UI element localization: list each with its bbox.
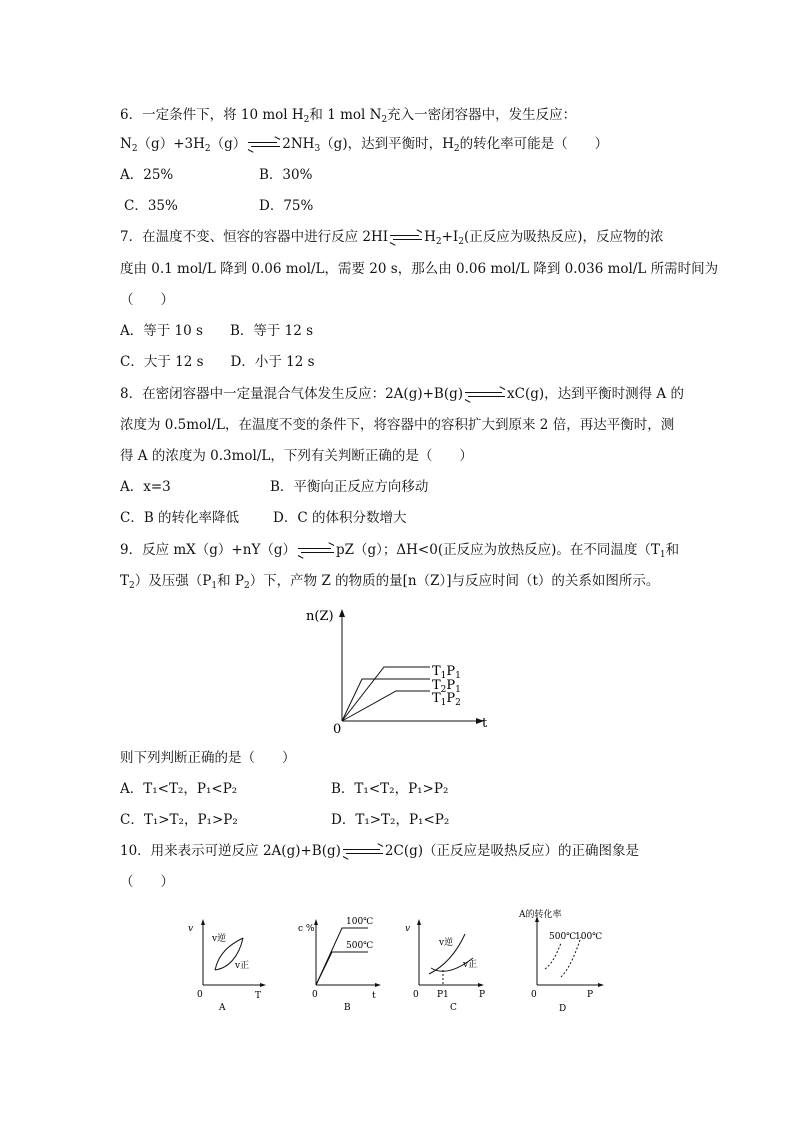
q6-stem-line1 (120, 106, 576, 124)
curve-label-2: v正 (235, 961, 250, 971)
equilibrium-arrow-icon (343, 847, 383, 857)
q8-stem-line3 (120, 447, 473, 465)
q10-text: 2C(g)（正反应是吸热反应）的正确图象是 (384, 843, 639, 859)
graph-caption: A (219, 1003, 226, 1013)
curve-t2p1 (342, 679, 430, 721)
legend-t1p2: $T_1P_2$ (432, 691, 461, 708)
q7-text: +I (441, 229, 459, 245)
q6-text: 6．一定条件下，将 10 mol H (120, 107, 304, 123)
q6-option-a[interactable] (120, 166, 173, 184)
origin-label: 0 (531, 990, 537, 1000)
subscript: 2 (243, 581, 250, 591)
q7-text: （ ） (120, 292, 174, 308)
q8-text: xC(g)，达到平衡时测得 A 的 (507, 386, 684, 402)
x-axis-arrow-icon (375, 983, 381, 987)
q10-graph-a (183, 912, 273, 1017)
x-axis-label: t (372, 991, 376, 1001)
q8-option-a[interactable] (120, 478, 171, 496)
subscript: 2 (453, 144, 460, 154)
x-axis-arrow-icon (260, 983, 266, 987)
q10-graph-d (515, 907, 610, 1017)
curve-100c (561, 937, 581, 977)
y-axis-arrow-icon (201, 919, 205, 925)
curve-500c (545, 943, 561, 969)
x-axis-label: P (479, 990, 486, 1000)
x-axis-arrow-icon (598, 983, 604, 987)
y-axis-label: A的转化率 (519, 910, 562, 920)
q6-text: 充入一密闭容器中，发生反应： (387, 107, 577, 123)
option-label: B．平衡向正反应方向移动 (270, 479, 429, 495)
q7-text: (正反应为吸热反应)，反应物的浓 (463, 229, 664, 245)
graph-caption: C (450, 1003, 457, 1013)
q6-option-b[interactable] (259, 166, 312, 184)
q9-text: pZ（g）；ΔH<0(正反应为放热反应)。在不同温度（T (336, 542, 660, 558)
option-label: C．T₁>T₂，P₁>P₂ (120, 812, 238, 828)
q9-text: T (120, 573, 130, 589)
curve-label-2: 500℃ (346, 941, 374, 951)
q9-text: 和 P (217, 573, 244, 589)
q9-option-b[interactable] (331, 780, 448, 798)
option-label: D．C 的体积分数增大 (273, 510, 407, 526)
q9-text: 和 (665, 542, 680, 558)
option-label: C．大于 12 s D．小于 12 s (120, 354, 315, 370)
option-label: C．B 的转化率降低 (120, 510, 240, 526)
q7-stem-line3 (120, 291, 174, 309)
subscript: 1 (659, 550, 666, 560)
subscript: 1 (211, 581, 218, 591)
option-label: B．T₁<T₂，P₁>P₂ (331, 781, 449, 797)
q7-text: H (424, 229, 436, 245)
q6-text: 2NH (282, 136, 315, 152)
q9-option-a[interactable] (120, 780, 237, 798)
curve-label-1: v逆 (212, 934, 227, 944)
subscript: 2 (303, 115, 310, 125)
y-axis-arrow-icon (339, 609, 345, 617)
y-axis-arrow-icon (314, 919, 318, 925)
q10-graph-b (298, 912, 388, 1017)
origin-label: 0 (197, 990, 203, 1000)
x-axis-label: t (482, 716, 488, 731)
q9-graph (300, 603, 500, 743)
equilibrium-arrow-icon (390, 233, 422, 243)
curve-label-2: 100℃ (575, 932, 603, 942)
q9-text: 则下列判断正确的是（ ） (120, 750, 296, 766)
q8-text: 8．在密闭容器中一定量混合气体发生反应：2A(g)+B(g) (120, 386, 464, 402)
subscript: 2 (435, 237, 442, 247)
graph-caption: B (344, 1003, 351, 1013)
curve-t1p2 (342, 691, 430, 721)
q8-option-c[interactable] (120, 509, 239, 527)
curve-label-1: 100℃ (346, 917, 374, 927)
q8-option-b[interactable] (270, 478, 428, 496)
q7-stem-line1 (120, 228, 664, 246)
y-axis-label: v (405, 924, 411, 934)
y-axis-arrow-icon (417, 919, 421, 925)
q6-stem-line2 (120, 135, 608, 153)
option-label: A．x=3 (120, 479, 171, 495)
legend-t2p1: $T_2P_1$ (432, 678, 461, 695)
q10-text: 10．用来表示可逆反应 2A(g)+B(g) (120, 843, 341, 859)
subscript: 2 (381, 115, 388, 125)
y-axis-label: v (188, 924, 194, 934)
q6-text: 的转化率可能是（ ） (459, 136, 609, 152)
q7-stem-line2 (120, 260, 718, 278)
q8-text: 得 A 的浓度为 0.3mol/L，下列有关判断正确的是（ ） (120, 448, 473, 464)
p1-label: P1 (437, 990, 449, 1000)
q8-stem-line2 (120, 416, 674, 434)
q6-text: （g）+3H (137, 136, 205, 152)
option-label: D．75% (259, 198, 314, 214)
x-axis-label: T (255, 991, 262, 1001)
q9-stem-line1 (120, 541, 679, 559)
q9-option-c[interactable] (120, 811, 238, 829)
q7-options-ab[interactable] (120, 322, 313, 340)
q10-text: （ ） (120, 874, 174, 890)
q7-text: 7．在温度不变、恒容的容器中进行反应 2HI (120, 229, 389, 245)
q6-option-c[interactable] (124, 197, 178, 215)
q6-option-d[interactable] (259, 197, 313, 215)
curve-500c (316, 952, 368, 985)
q9-stem-line2 (120, 572, 659, 590)
subscript: 2 (131, 144, 138, 154)
x-axis-label: P (587, 990, 594, 1000)
origin-label: 0 (413, 990, 419, 1000)
curve-100c (316, 928, 368, 985)
option-label: D．T₁>T₂，P₁<P₂ (331, 812, 450, 828)
equilibrium-arrow-icon (248, 140, 280, 150)
equilibrium-arrow-icon (465, 390, 505, 400)
equilibrium-arrow-icon (298, 546, 334, 556)
subscript: 3 (314, 144, 321, 154)
q9-ask (120, 749, 296, 767)
origin-label: 0 (312, 990, 318, 1000)
q9-text: 9．反应 mX（g）+nY（g） (120, 542, 296, 558)
graph-caption: D (559, 1004, 567, 1014)
q6-text: N (120, 136, 132, 152)
x-axis-arrow-icon (478, 983, 484, 987)
q6-text: （g） (210, 136, 247, 152)
q8-option-d[interactable] (273, 509, 406, 527)
option-label: C．35% (124, 198, 178, 214)
q9-text: ）下，产物 Z 的物质的量[n（Z）]与反应时间（t）的关系如图所示。 (249, 573, 660, 589)
option-label: A．T₁<T₂，P₁<P₂ (120, 781, 238, 797)
option-label: B．30% (259, 167, 313, 183)
q7-options-cd[interactable] (120, 353, 315, 371)
q6-text: （g)，达到平衡时，H (320, 136, 454, 152)
q6-text: 和 1 mol N (309, 107, 382, 123)
subscript: 2 (204, 144, 211, 154)
subscript: 2 (129, 581, 135, 591)
subscript: 2 (458, 237, 464, 247)
origin-label: 0 (333, 722, 342, 737)
q7-text: 度由 0.1 mol/L 降到 0.06 mol/L，需要 20 s，那么由 0.06 mol/L 降到 0.036 mol/L 所需时间为 (120, 261, 719, 277)
q10-stem-line1 (120, 842, 639, 860)
y-axis-label: n(Z) (306, 609, 334, 624)
option-label: A．25% (120, 167, 174, 183)
curve-label-1: 500℃ (549, 932, 577, 942)
curve-label-1: v逆 (439, 938, 454, 948)
option-label: A．等于 10 s B．等于 12 s (120, 323, 314, 339)
q9-text: ）及压强（P (134, 573, 212, 589)
q8-stem-line1 (120, 385, 684, 403)
q10-stem-line2 (120, 873, 174, 891)
curve-label-2: v正 (463, 960, 478, 970)
q8-text: 浓度为 0.5mol/L，在温度不变的条件下，将容器中的容积扩大到原来 2 倍，再达平衡时，测 (120, 417, 675, 433)
q9-option-d[interactable] (331, 811, 449, 829)
legend-t1p1: $T_1P_1$ (432, 664, 461, 681)
y-axis-label: c % (298, 924, 315, 934)
q10-graph-c (401, 912, 491, 1017)
